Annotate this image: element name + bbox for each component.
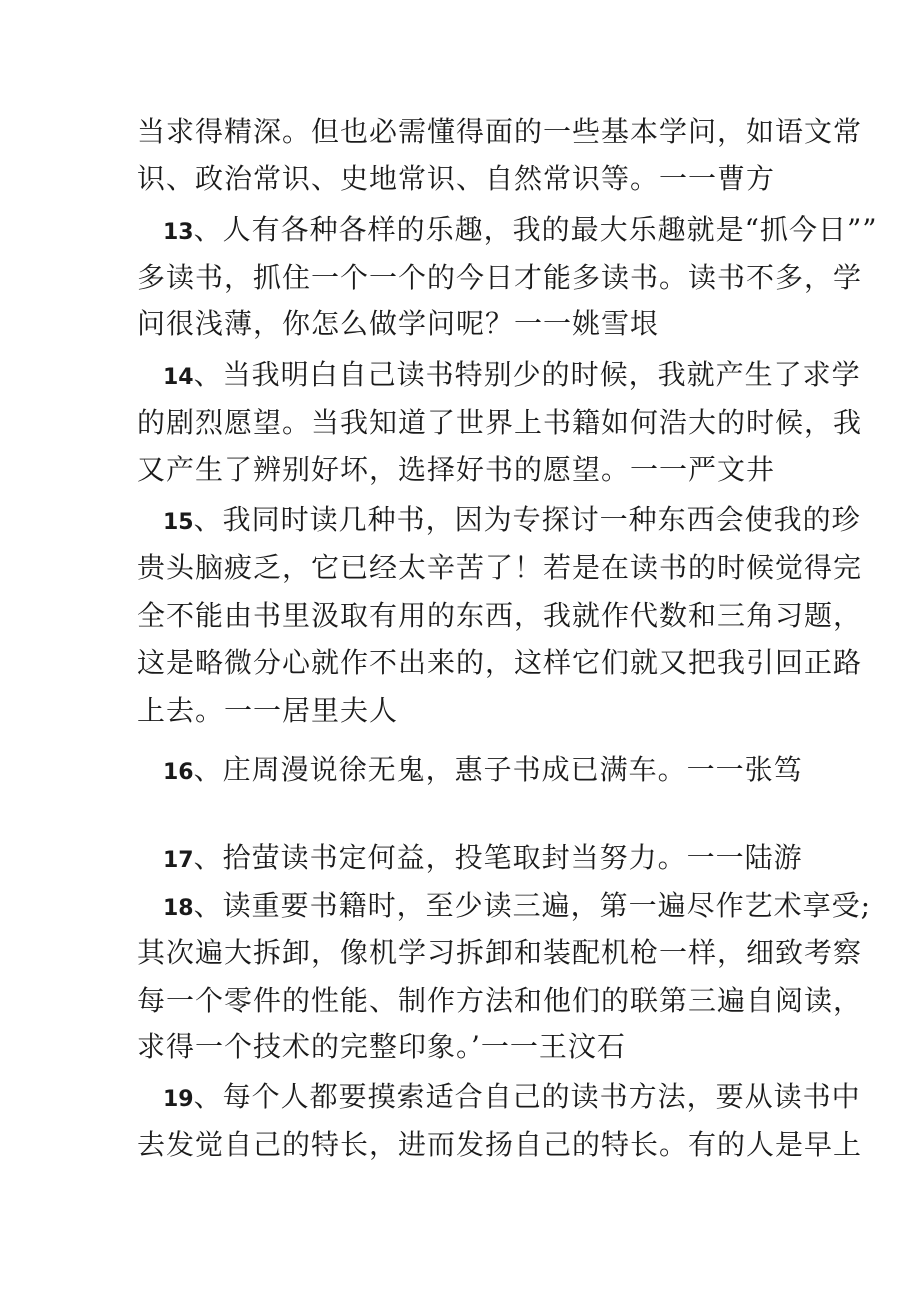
line-text: 、庄周漫说徐无鬼，惠子书成已满车。一一张笃	[193, 753, 803, 786]
quote-13	[163, 210, 878, 253]
quote-number: 17	[163, 848, 194, 873]
line-text: 贵头脑疲乏，它已经太辛苦了！若是在读书的时候觉得完	[137, 551, 863, 584]
line-text: 、当我明白自己读书特别少的时候，我就产生了求学	[193, 358, 861, 391]
text-line	[137, 1027, 797, 1067]
quote-15	[163, 500, 861, 543]
line-text: 的剧烈愿望。当我知道了世界上书籍如何浩大的时候，我	[137, 406, 863, 439]
text-line	[137, 933, 863, 973]
quote-14	[163, 355, 861, 398]
text-line	[137, 548, 863, 588]
line-text: 每一个零件的性能、制作方法和他们的联第三遍自阅读，	[137, 984, 863, 1017]
line-text: 这是略微分心就作不出来的，这样它们就又把我引回正路	[137, 646, 863, 679]
line-text: 多读书，抓住一个一个的今日才能多读书。读书不多，学	[137, 261, 863, 294]
text-line	[137, 1125, 863, 1165]
line-text: 识、政治常识、史地常识、自然常识等。一一曹方	[137, 162, 776, 195]
line-text: 其次遍大拆卸，像机学习拆卸和装配机枪一样，细致考察	[137, 936, 863, 969]
text-line	[137, 159, 797, 199]
line-text: 、我同时读几种书，因为专探讨一种东西会使我的珍	[193, 503, 861, 536]
text-line	[137, 643, 863, 683]
line-text: 上去。一一居里夫人	[137, 694, 399, 727]
quote-number: 13	[163, 220, 194, 245]
quote-number: 18	[163, 896, 194, 921]
line-text: 当求得精深。但也必需懂得面的一些基本学问，如语文常	[137, 115, 863, 148]
line-text: 全不能由书里汲取有用的东西，我就作代数和三角习题，	[137, 599, 863, 632]
text-line	[137, 112, 863, 152]
quote-19	[163, 1077, 861, 1120]
text-line	[137, 403, 863, 443]
text-line	[137, 450, 797, 490]
line-text: 、拾萤读书定何益，投笔取封当努力。一一陆游	[193, 841, 803, 874]
text-line	[137, 691, 797, 731]
line-text: 去发觉自己的特长，进而发扬自己的特长。有的人是早上	[137, 1128, 863, 1161]
line-text: 又产生了辨别好坏，选择好书的愿望。一一严文井	[137, 453, 776, 486]
line-text: 、每个人都要摸索适合自己的读书方法，要从读书中	[193, 1080, 861, 1113]
quote-18	[163, 886, 872, 929]
quote-number: 15	[163, 510, 194, 535]
quote-17	[163, 838, 823, 881]
line-text: 、读重要书籍时，至少读三遍，第一遍尽作艺术享受;	[193, 889, 872, 922]
line-text: 问很浅薄，你怎么做学问呢？一一姚雪垠	[137, 307, 660, 340]
quote-number: 14	[163, 365, 194, 390]
quote-number: 16	[163, 760, 194, 785]
line-text: 求得一个技术的完整印象。’一一王汶石	[137, 1030, 626, 1063]
text-line	[137, 304, 797, 344]
text-line	[137, 981, 863, 1021]
quote-number: 19	[163, 1087, 194, 1112]
text-line	[137, 596, 863, 636]
text-line	[137, 258, 863, 298]
line-text: 、人有各种各样的乐趣，我的最大乐趣就是“抓今日””	[193, 213, 878, 246]
quote-16	[163, 750, 823, 793]
